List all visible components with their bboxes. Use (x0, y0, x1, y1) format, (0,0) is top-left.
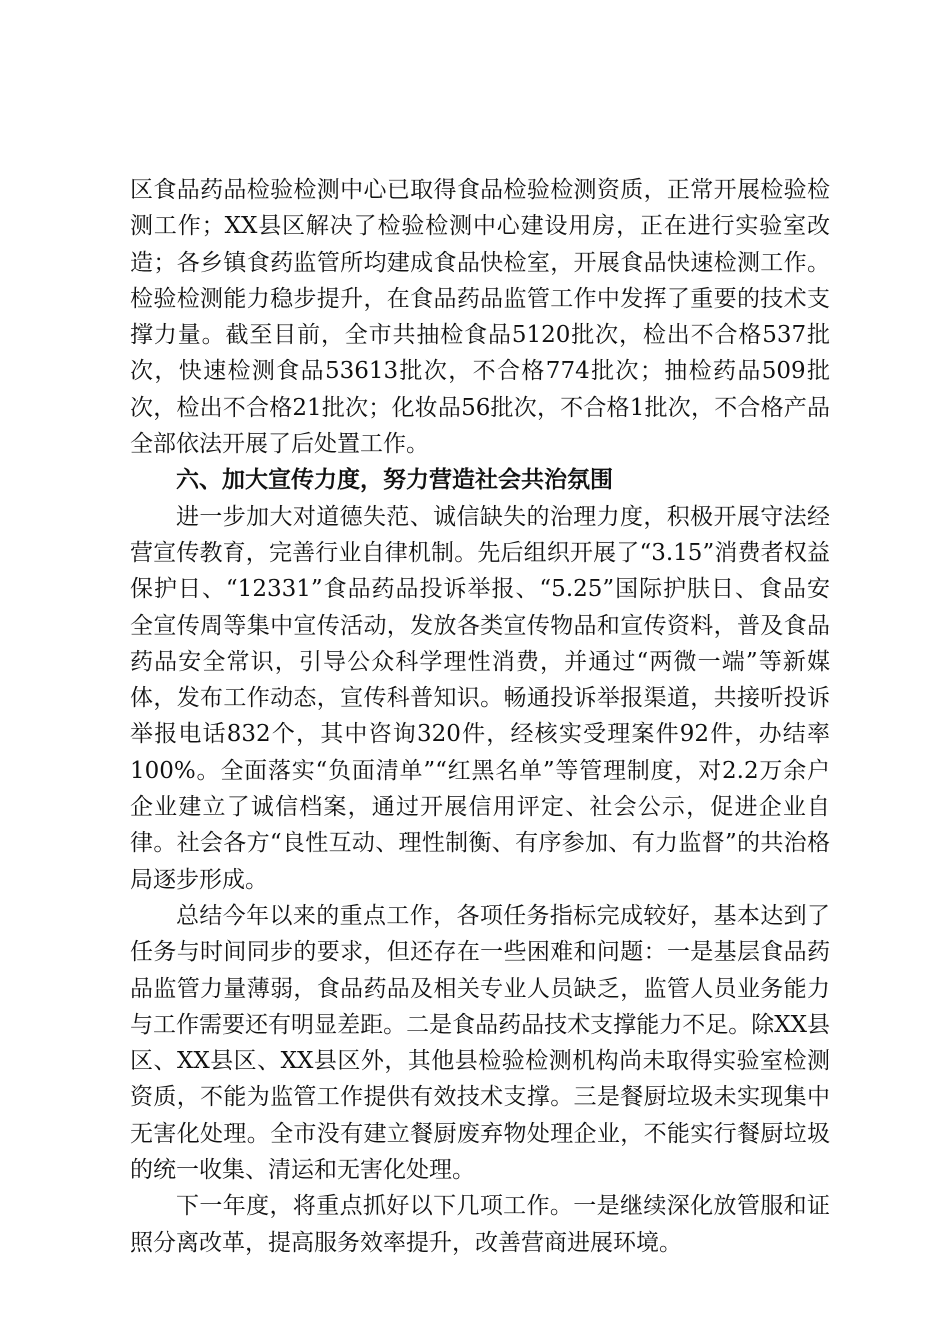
document-body (130, 172, 830, 1261)
paragraph-continuation: 区食品药品检验检测中心已取得食品检验检测资质，正常开展检验检测工作；XX县区解决了检验检测中心建设用房，正在进行实验室改造；各乡镇食药监管所均建成食品快检室，开展食品快速检测工作。检验检测能力稳步提升，在食品药品监管工作中发挥了重要的技术支撑力量。截至目前，全市共抽检食品5120批次，检出不合格537批次，快速检测食品53613批次，不合格774批次；抽检药品509批次，检出不合格21批次；化妆品56批次，不合格1批次，不合格产品全部依法开展了后处置工作。 (130, 177, 830, 458)
paragraph-publicity: 进一步加大对道德失范、诚信缺失的治理力度，积极开展守法经营宣传教育，完善行业自律机制。先后组织开展了“3.15”消费者权益保护日、“12331”食品药品投诉举报、“5.25”国际护肤日、食品安全宣传周等集中宣传活动，发放各类宣传物品和宣传资料，普及食品药品安全常识，引导公众科学理性消费，并通过“两微一端”等新媒体，发布工作动态，宣传科普知识。畅通投诉举报渠道，共接听投诉举报电话832个，其中咨询320件，经核实受理案件92件，办结率100%。全面落实“负面清单”“红黑名单”等管理制度，对2.2万余户企业建立了诚信档案，通过开展信用评定、社会公示，促进企业自律。社会各方“良性互动、理性制衡、有序参加、有力监督”的共治格局逐步形成。 (130, 503, 830, 893)
section-heading: 六、加大宣传力度，努力营造社会共治氛围 (176, 466, 613, 494)
paragraph-next-year: 下一年度，将重点抓好以下几项工作。一是继续深化放管服和证照分离改革，提高服务效率提升，改善营商进展环境。 (130, 1193, 830, 1256)
paragraph-summary: 总结今年以来的重点工作，各项任务指标完成较好，基本达到了任务与时间同步的要求，但还存在一些困难和问题：一是基层食品药品监管力量薄弱，食品药品及相关专业人员缺乏，监管人员业务能力与工作需要还有明显差距。二是食品药品技术支撑能力不足。除XX县区、XX县区、XX县区外，其他县检验检测机构尚未取得实验室检测资质，不能为监管工作提供有效技术支撑。三是餐厨垃圾未实现集中无害化处理。全市没有建立餐厨废弃物处理企业，不能实行餐厨垃圾的统一收集、清运和无害化处理。 (130, 902, 830, 1184)
